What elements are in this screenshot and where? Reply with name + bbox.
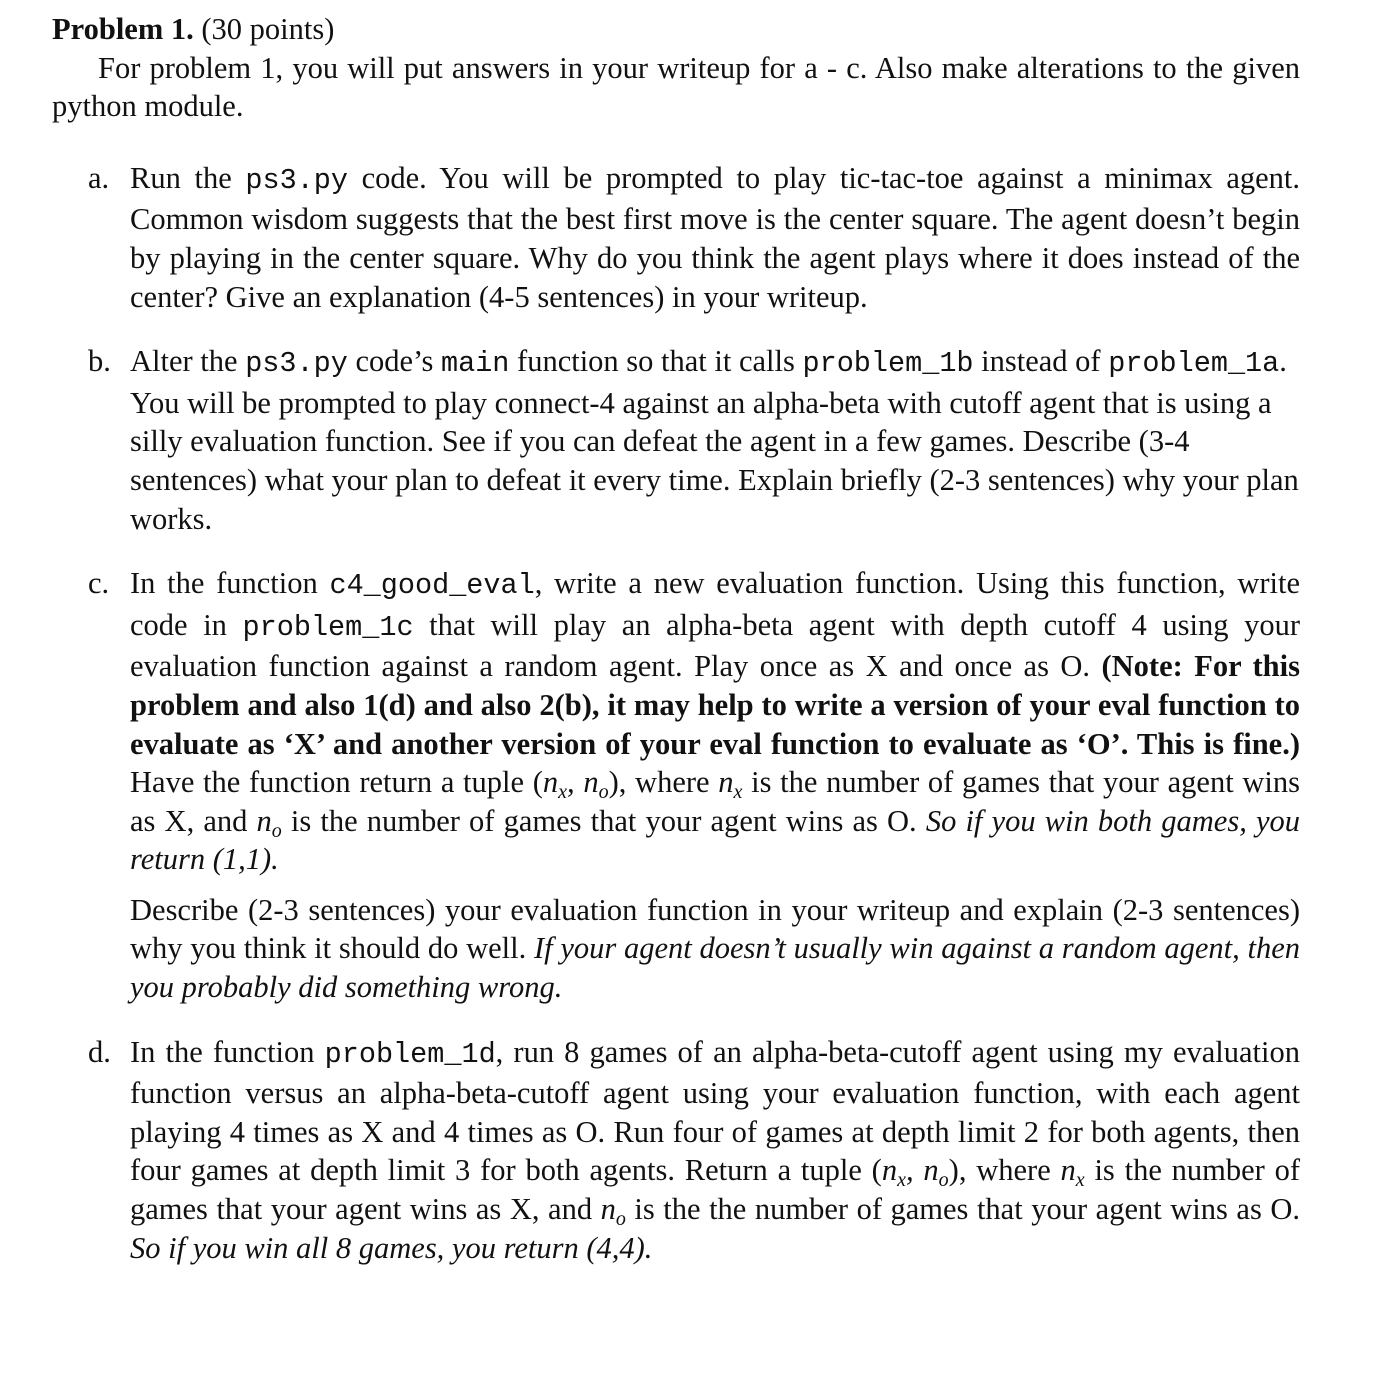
part-d-text-2: , run 8 games of an alpha-beta-cutoff agent using my evaluation function versus an alpha-beta-cutoff agent using your evaluation function, with each agent playing 4 times as X and 4 times as O. Run four of games at depth limit 2 for both agents, then four games at depth limit 3 for both agents. Return a tuple ( [130, 1034, 1300, 1188]
part-c-p2-text: Describe (2-3 sentences) your evaluation function in your writeup and explain (2-3 sentences) why you think it should do well. [130, 892, 1300, 966]
part-c-italic-return: So if you win both games, you return (1,1). [130, 803, 1300, 877]
math-n: n [1060, 1153, 1076, 1188]
part-a-text-1: Run the [130, 160, 246, 195]
math-comma: , [567, 765, 584, 800]
math-n: n [881, 1153, 898, 1188]
part-c [52, 564, 1300, 1007]
part-d-code-problem-1d: problem_1d [324, 1037, 496, 1071]
part-c-label: c. [88, 566, 110, 601]
math-n: n [542, 765, 559, 800]
part-c-code-problem-1c: problem_1c [242, 610, 414, 644]
math-sub-x: x [558, 781, 568, 804]
part-b-code-ps3: ps3.py [245, 347, 348, 381]
part-d-italic-return: So if you win all 8 games, you return (4,4). [130, 1230, 653, 1265]
part-a [52, 159, 1300, 316]
part-b-label: b. [88, 344, 111, 379]
math-n: n [600, 1192, 616, 1227]
part-d-text-1: In the function [130, 1034, 325, 1069]
math-sub-o: o [271, 819, 282, 842]
part-b-text-2: code’s [347, 344, 441, 379]
part-c-text-4: Have the function return a tuple ( [130, 765, 543, 800]
part-c-text-2: , write a new evaluation function. Using this function, write code in [130, 566, 1300, 642]
part-d-text-4: is the number of games that your agent wins as X, and [130, 1153, 1300, 1227]
math-sub-x: x [1075, 1169, 1085, 1192]
part-d-math-nx [1060, 1153, 1085, 1192]
problem-intro: For problem 1, you will put answers in your writeup for a - c. Also make alterations to the given python module. [52, 50, 1300, 124]
part-c-text [130, 564, 1300, 879]
part-b [52, 342, 1300, 538]
part-b-text-3: function so that it calls [509, 344, 803, 379]
part-c-math-tuple [542, 765, 609, 804]
part-b-text [130, 342, 1300, 538]
part-b-text-4: instead of [973, 344, 1109, 379]
part-c-text-1: In the function [130, 566, 330, 601]
math-sub-o: o [938, 1169, 949, 1192]
problem-points: (30 points) [201, 12, 335, 46]
math-n: n [583, 765, 599, 800]
math-comma: , [905, 1153, 924, 1188]
part-d-math-tuple [881, 1153, 949, 1192]
math-n: n [718, 765, 734, 800]
part-d-text-5: is the the number of games that your agent wins as O. [625, 1192, 1300, 1227]
part-c-text-3: that will play an alpha-beta agent with depth cutoff 4 using your evaluation function against a random agent. Play once as X and once as O. [130, 607, 1300, 684]
math-n: n [923, 1153, 939, 1188]
part-b-text-1: Alter the [130, 344, 246, 379]
part-c-p2-italic: If your agent doesn’t usually win against a random agent, then you probably did something wrong. [130, 931, 1300, 1005]
part-c-code-c4-good-eval: c4_good_eval [329, 569, 535, 603]
part-b-code-problem-1b: problem_1b [802, 347, 974, 381]
math-n: n [256, 803, 272, 838]
part-b-code-problem-1a: problem_1a [1108, 347, 1280, 381]
part-b-text-5: . You will be prompted to play connect-4 against an alpha-beta with cutoff agent that is using a silly evaluation function. See if you can defeat the agent in a few games. Describe (3-4 sentences) what your plan to defeat it every time. Explain briefly (2-3 sentences) why your plan works. [130, 344, 1299, 536]
part-c-text-6: is the number of games that your agent wins as X, and [130, 765, 1300, 838]
problem-heading [52, 10, 1300, 49]
part-d [52, 1033, 1300, 1268]
part-c-text-5: ), where [608, 765, 719, 800]
part-d-label: d. [88, 1034, 111, 1069]
part-c-bold-note: (Note: For this problem and also 1(d) and also 2(b), it may help to write a version of your eval function to evaluate as ‘X’ and another version of your eval function to evaluate as ‘O’. This is fine.) [130, 649, 1300, 761]
math-sub-x: x [733, 781, 743, 804]
math-sub-o: o [598, 781, 609, 804]
part-b-code-main: main [440, 347, 510, 381]
part-a-text-2: code. You will be prompted to play tic-tac-toe against a minimax agent. Common wisdom suggests that the best first move is the center square. The agent doesn’t begin by playing in the center square. Why do you think the agent plays where it does instead of the center? Give an explanation (4-5 sentences) in your writeup. [130, 160, 1300, 314]
part-a-text [130, 159, 1300, 316]
part-d-math-no [600, 1192, 626, 1231]
part-c-math-nx [718, 765, 743, 804]
part-c-text-paragraph-2 [130, 891, 1300, 1007]
part-d-text [130, 1033, 1300, 1268]
part-d-text-3: ), where [948, 1153, 1061, 1188]
problem-title: Problem 1. [52, 12, 194, 46]
part-c-text-7: is the number of games that your agent wins as O. [281, 803, 926, 838]
problem-parts-list [52, 159, 1300, 1267]
math-sub-x: x [897, 1169, 906, 1192]
part-a-code-ps3: ps3.py [245, 163, 348, 197]
part-c-math-no [256, 803, 282, 842]
math-sub-o: o [615, 1208, 626, 1231]
part-a-label: a. [88, 160, 110, 195]
document-page [52, 10, 1300, 1293]
